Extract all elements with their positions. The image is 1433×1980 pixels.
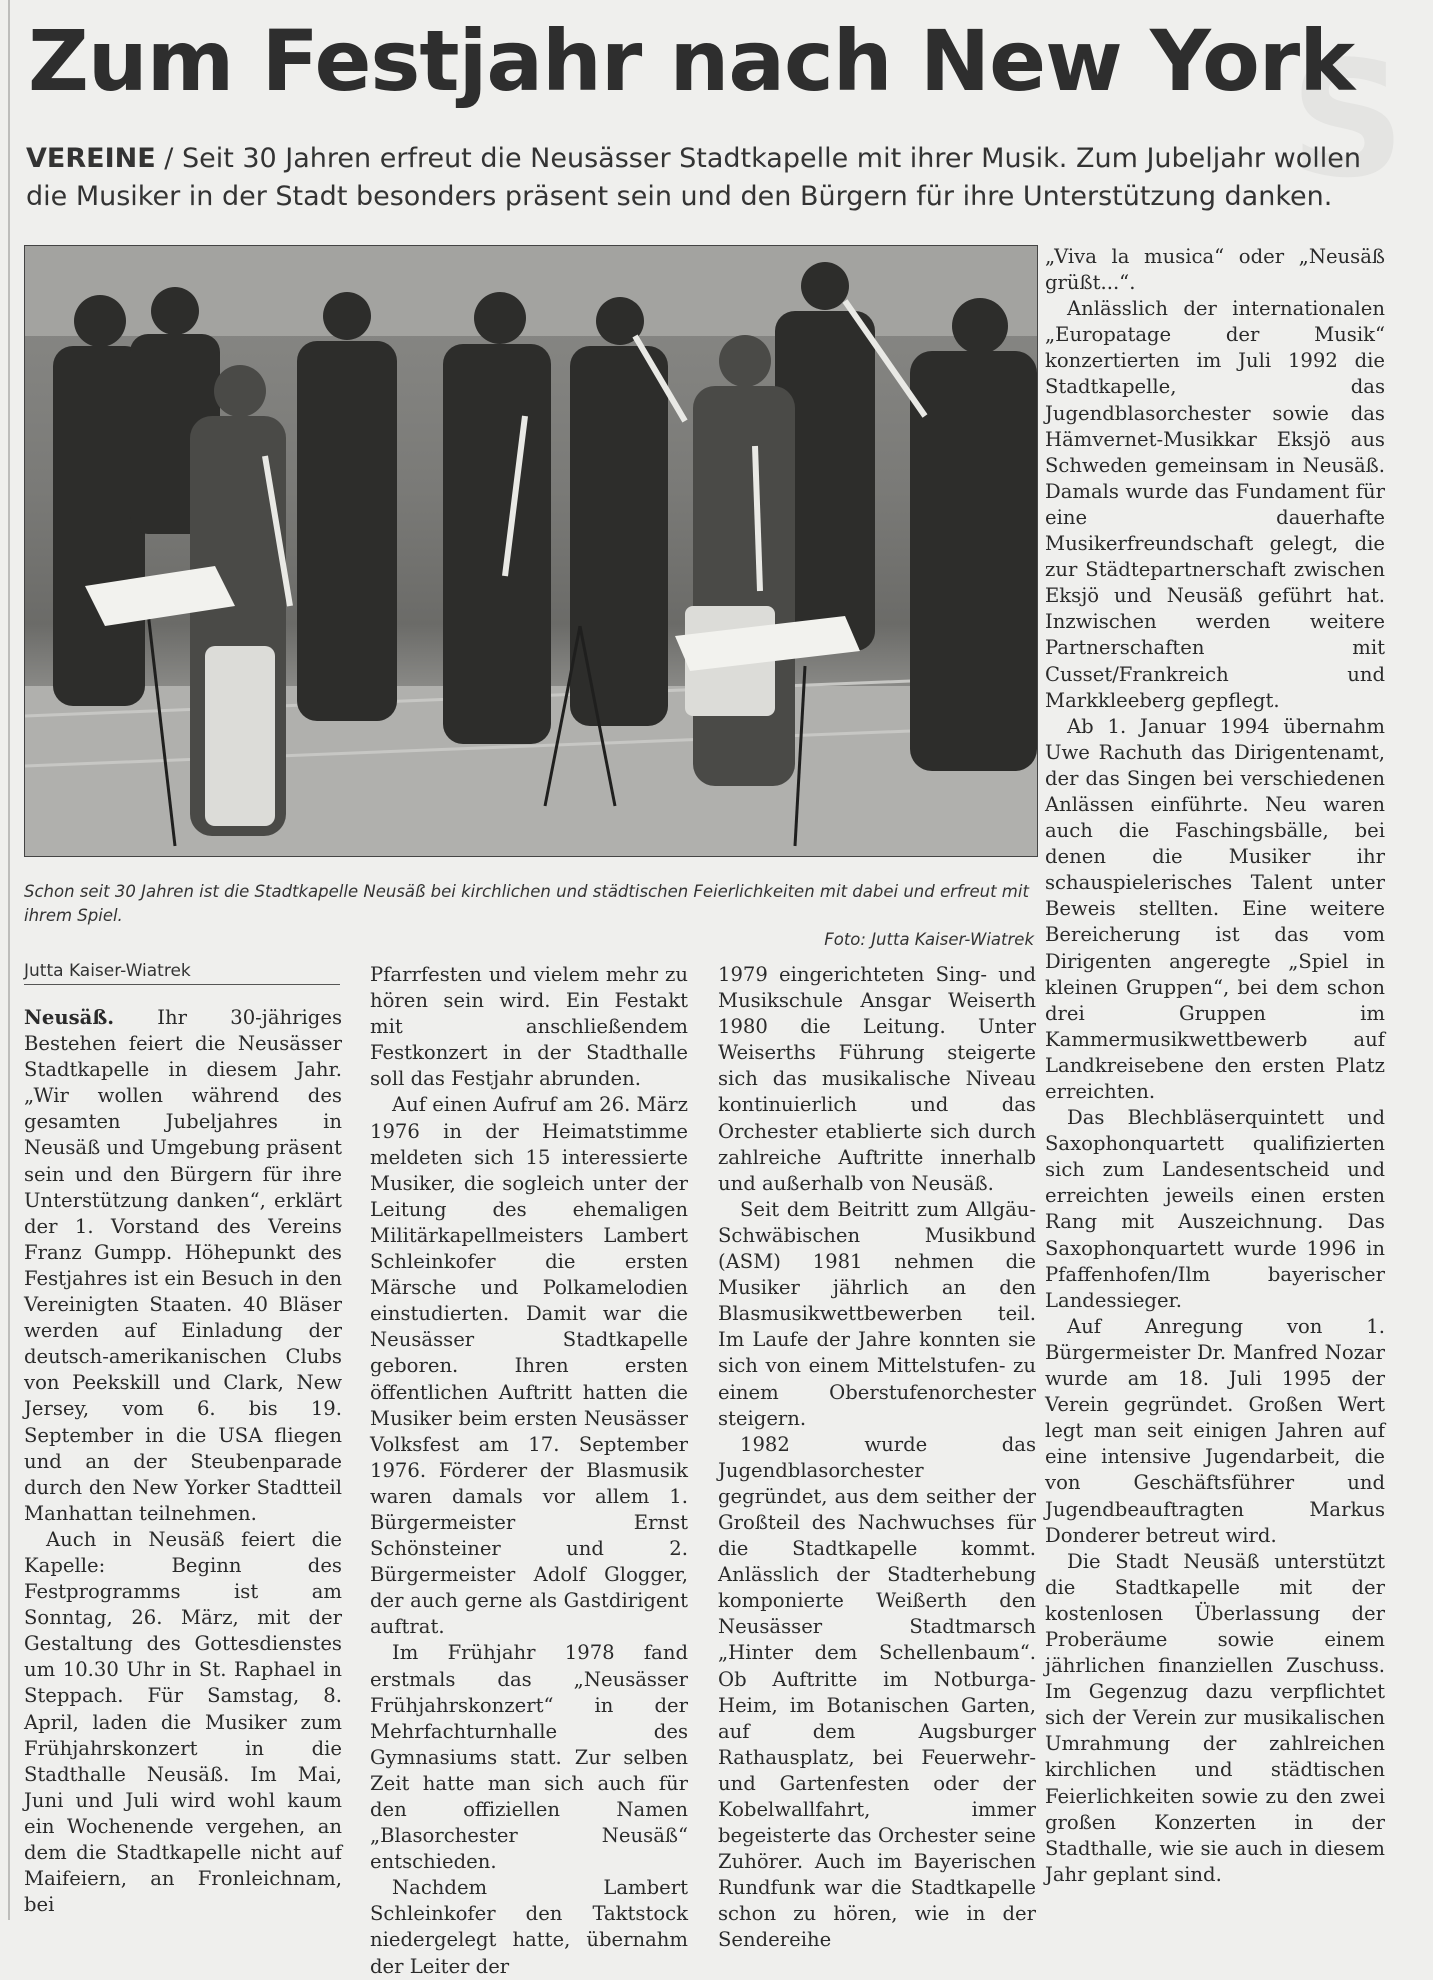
article-column-3 [718,962,1036,1954]
paragraph: Die Stadt Neusäß unterstützt die Stadtkapelle mit der kostenlosen Überlassung der Proberäume sowie einem jährlichen finanziellen Zuschuss. Im Gegenzug dazu verpflichtet sich der Verein zur musikalischen Umrahmung der zahlreichen kirchlichen und städtischen Feierlichkeiten sowie zu den zwei großen Konzerten in der Stadthalle, wie sie auch in diesem Jahr geplant sind. [1045,1549,1385,1886]
paragraph-text: Ihr 30-jähriges Bestehen feiert die Neusässer Stadtkapelle in diesem Jahr. „Wir wollen während des gesamten Jubeljahres in Neusäß und Umgebung präsent sein und den Bürgern für ihre Unterstützung danken“, erklärt der 1. Vorstand des Vereins Franz Gumpp. Höhepunkt des Festjahres ist ein Besuch in den Vereinigten Staaten. 40 Bläser werden auf Einladung der deutsch-amerikanischen Clubs von Peekskill und Clark, New Jersey, vom 6. bis 19. September in die USA fliegen und an der Steubenparade durch den New Yorker Stadtteil Manhattan teilnehmen. [24,1006,342,1525]
deck [26,140,1386,216]
deck-text: Seit 30 Jahren erfreut die Neusässer Stadtkapelle mit ihrer Musik. Zum Jubeljahr wollen die Musiker in der Stadt besonders präsent sein und den Bürgern für ihre Unterstützung danken. [26,143,1361,212]
headline: Zum Festjahr nach New York [28,12,1355,110]
article-column-2 [370,962,688,1980]
adjacent-article-bleed: S [1290,26,1406,213]
column-rule [8,0,10,1920]
kicker: VEREINE [26,143,156,174]
paragraph: Seit dem Beitritt zum Allgäu-Schwäbischen Musikbund (ASM) 1981 nehmen die Musiker jährlich an den Blasmusikwettbewerben teil. Im Laufe der Jahre konnten sie sich von einem Mittelstufen- zu einem Oberstufenorchester steigern. [718,1197,1036,1430]
band-photo-illustration [25,246,1037,856]
paragraph: Auch in Neusäß feiert die Kapelle: Beginn des Festprogramms ist am Sonntag, 26. März, mit der Gestaltung des Gottesdienstes um 10.30 Uhr in St. Raphael in Steppach. Für Samstag, 8. April, laden die Musiker zum Frühjahrskonzert in die Stadthalle Neusäß. Im Mai, Juni und Juli wird wohl kaum ein Wochenende vergehen, an dem die Stadtkapelle nicht auf Maifeiern, an Fronleichnam, bei [24,1527,342,1917]
paragraph: Ab 1. Januar 1994 übernahm Uwe Rachuth das Dirigentenamt, der das Singen bei verschiedenen Anlässen einführte. Neu waren auch die Faschingsbälle, bei denen die Musiker ihr schauspielerisches Talent unter Beweis stellten. Eine weitere Bereicherung ist das vom Dirigenten angeregte „Spiel in kleinen Gruppen“, bei dem schon drei Gruppen im Kammermusikwettbewerb auf Landkreisebene den ersten Platz erreichten. [1045,714,1385,1103]
band-photo [24,245,1038,857]
author-byline: Jutta Kaiser-Wiatrek [24,960,340,985]
paragraph: Anlässlich der internationalen „Europatage der Musik“ konzertierten im Juli 1992 die Stadtkapelle, das Jugendblasorchester sowie das Hämvernet-Musikkar Eksjö aus Schweden gemeinsam in Neusäß. Damals wurde das Fundament für eine dauerhafte Musikerfreundschaft gelegt, die zur Städtepartnerschaft zwischen Eksjö und Neusäß geführt hat. Inzwischen werden weitere Partnerschaften mit Cusset/Frankreich und Markkleeberg gepflegt. [1045,297,1385,712]
photo-credit: Foto: Jutta Kaiser-Wiatrek [824,930,1034,949]
dateline: Neusäß. [24,1006,115,1029]
caption-text: Schon seit 30 Jahren ist die Stadtkapelle Neusäß bei kirchlichen und städtischen Feierlichkeiten mit dabei und erfreut mit ihrem Spiel. [24,882,1029,925]
paragraph: Auf einen Aufruf am 26. März 1976 in der Heimatstimme meldeten sich 15 interessierte Musiker, die sogleich unter der Leitung des ehemaligen Militärkapellmeisters Lambert Schleinkofer die ersten Märsche und Polkamelodien einstudierten. Damit war die Neusässer Stadtkapelle geboren. Ihren ersten öffentlichen Auftritt hatten die Musiker beim ersten Neusässer Volksfest am 17. September 1976. Förderer der Blasmusik waren damals vor allem 1. Bürgermeister Ernst Schönsteiner und 2. Bürgermeister Adolf Glogger, der auch gerne als Gastdirigent auftrat. [370,1093,688,1639]
paragraph: 1979 eingerichteten Sing- und Musikschule Ansgar Weiserth 1980 die Leitung. Unter Weiserths Führung steigerte sich das musikalische Niveau kontinuierlich und das Orchester etablierte sich durch zahlreiche Auftritte innerhalb und außerhalb von Neusäß. [718,963,1036,1195]
paragraph: „Viva la musica“ oder „Neusäß grüßt...“. [1045,245,1385,295]
paragraph [24,1005,342,1527]
paragraph: Im Frühjahr 1978 fand erstmals das „Neusässer Frühjahrskonzert“ in der Mehrfachturnhalle des Gymnasiums statt. Zur selben Zeit hatte man sich auch für den offiziellen Namen „Blasorchester Neusäß“ entschieden. [370,1641,688,1874]
paragraph: Auf Anregung von 1. Bürgermeister Dr. Manfred Nozar wurde am 18. Juli 1995 der Verein gegründet. Großen Wert legt man seit einigen Jahren auf eine intensive Jugendarbeit, die von Geschäftsführer und Jugendbeauftragten Markus Donderer betreut wird. [1045,1314,1385,1547]
paragraph: Pfarrfesten und vielem mehr zu hören sein wird. Ein Festakt mit anschließendem Festkonzert in der Stadthalle soll das Festjahr abrunden. [370,963,688,1091]
paragraph: Nachdem Lambert Schleinkofer den Taktstock niedergelegt hatte, übernahm der Leiter der [370,1876,688,1978]
deck-separator: / [155,143,182,174]
article-column-1 [24,1005,342,1918]
article-column-4 [1045,244,1385,1888]
photo-caption [24,880,1034,952]
paragraph: 1982 wurde das Jugendblasorchester gegründet, aus dem seither der Großteil des Nachwuchses für die Stadtkapelle kommt. Anlässlich der Stadterhebung komponierte Weißerth den Neusässer Stadtmarsch „Hinter dem Schellenbaum“. Ob Auftritte im Notburga-Heim, im Botanischen Garten, auf dem Augsburger Rathausplatz, bei Feuerwehr- und Gartenfesten oder der Kobelwallfahrt, immer begeisterte das Orchester seine Zuhörer. Auch im Bayerischen Rundfunk war die Stadtkapelle schon zu hören, wie in der Sendereihe [718,1432,1036,1952]
paragraph: Das Blechbläserquintett und Saxophonquartett qualifizierten sich zum Landesentscheid und erreichten jeweils einen ersten Rang mit Auszeichnung. Das Saxophonquartett wurde 1996 in Pfaffenhofen/Ilm bayerischer Landessieger. [1045,1106,1385,1312]
